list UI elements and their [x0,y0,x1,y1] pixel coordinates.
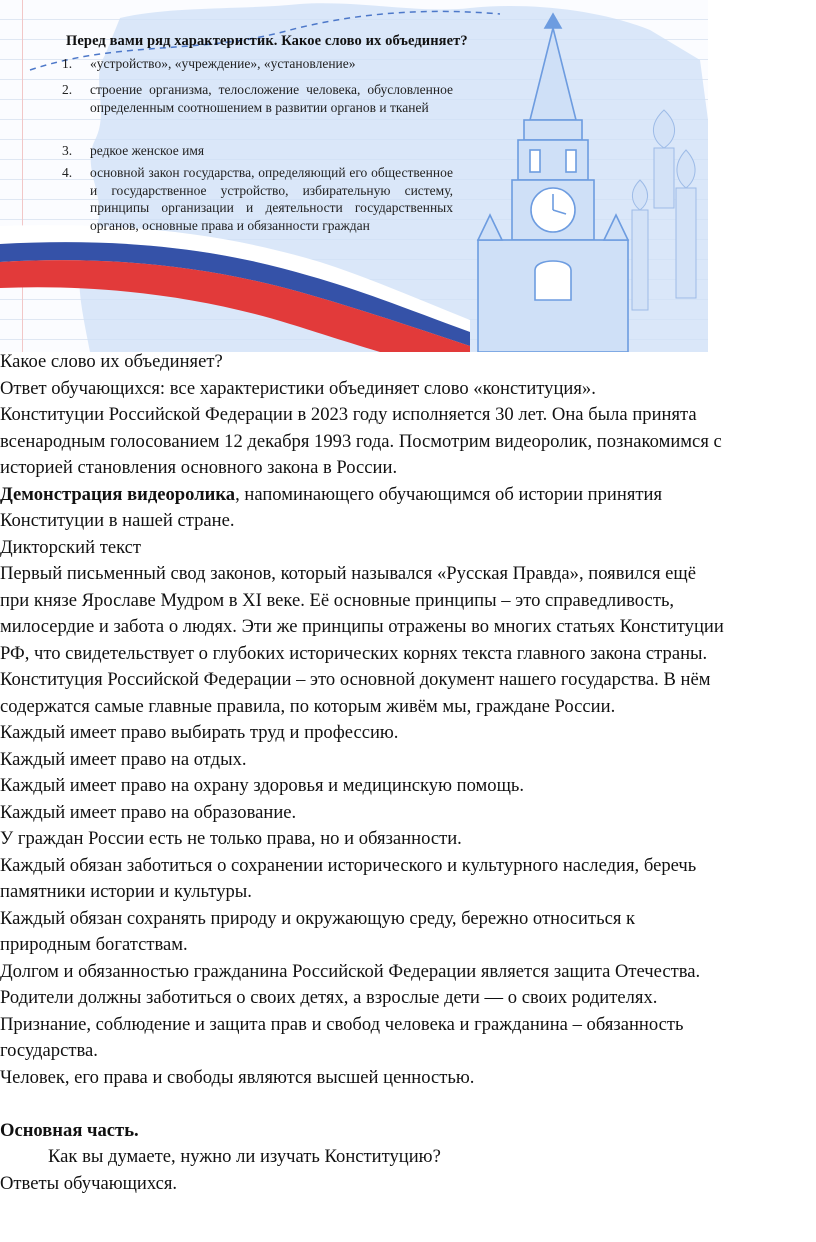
slide-text-layer [0,0,708,352]
text-line: Каждый имеет право выбирать труд и профессию. [0,722,399,743]
text-line: Каждый обязан заботиться о сохранении исторического и культурного наследия, беречь [0,854,697,876]
question-text: основной закон государства, определяющий его общественное и государственное устройство, избирательную систему, принципы организации и деятельности государственных органов, основные права и обязанности граждан [90,165,453,233]
text-line: Каждый имеет право на охрану здоровья и медицинскую помощь. [0,775,525,796]
text-line: Конституции Российской Федерации в 2023 году исполняется 30 лет. Она была принята [0,404,697,425]
question-number: 3. [62,143,73,158]
question-text: строение организма, телосложение человека, обусловленное определенным соотношением в развитии органов и тканей [90,82,453,115]
text-line: Конституция Российской Федерации – это основной документ нашего государства. В нём [0,669,711,690]
section-heading: Основная часть. [0,1119,139,1141]
text-line: Ответ обучающихся: все характеристики объединяет слово «конституция». [0,377,596,399]
question-number: 2. [62,82,73,97]
slide-title: Перед вами ряд характеристик. Какое слово их объединяет? [66,33,468,49]
text-line: У граждан России есть не только права, но и обязанности. [0,828,462,849]
text-line: Человек, его права и свободы являются высшей ценностью. [0,1066,475,1088]
text-line: Ответы обучающихся. [0,1172,178,1194]
text-line: Каждый имеет право на отдых. [0,748,247,770]
text-line: памятники истории и культуры. [0,881,252,902]
question-number: 1. [62,56,73,71]
text-line: историей становления основного закона в России. [0,457,398,478]
question-item [62,164,453,234]
question-text: «устройство», «учреждение», «установление» [90,56,356,71]
text-line: РФ, что свидетельствует о глубоких исторических корнях текста главного закона страны. [0,642,708,664]
text-line: Демонстрация видеоролика, напоминающего обучающимся об истории принятия [0,483,663,505]
text-line: Конституции в нашей стране. [0,510,235,531]
question-number: 4. [62,165,73,180]
question-item [62,142,453,160]
question-text: редкое женское имя [90,143,205,158]
text-line: Дикторский текст [0,536,142,558]
question-item [62,81,453,116]
text-line: содержатся самые главные правила, по которым живём мы, граждане России. [0,695,616,717]
text-line: Первый письменный свод законов, который назывался «Русская Правда», появился ещё [0,563,696,584]
question-item [62,55,450,73]
text-line: Как вы думаете, нужно ли изучать Конституцию? [48,1146,441,1167]
text-line: милосердие и забота о людях. Эти же принципы отражены во многих статьях Конституции [0,616,724,637]
text-line: Какое слово их объединяет? [0,351,223,372]
text-line: Долгом и обязанностью гражданина Российской Федерации является защита Отечества. [0,960,701,982]
text-line: Родители должны заботиться о своих детях, а взрослые дети — о своих родителях. [0,987,658,1008]
text-line: природным богатствам. [0,934,188,955]
text-line: Каждый обязан сохранять природу и окружающую среду, бережно относиться к [0,907,636,929]
slide-image [0,0,708,352]
text-line: государства. [0,1040,98,1061]
text-line: всенародным голосованием 12 декабря 1993 года. Посмотрим видеоролик, познакомимся с [0,430,722,452]
text-line: Признание, соблюдение и защита прав и свобод человека и гражданина – обязанность [0,1013,684,1035]
text-line: Каждый имеет право на образование. [0,801,297,823]
text-line: при князе Ярославе Мудром в XI веке. Её основные принципы – это справедливость, [0,589,675,611]
